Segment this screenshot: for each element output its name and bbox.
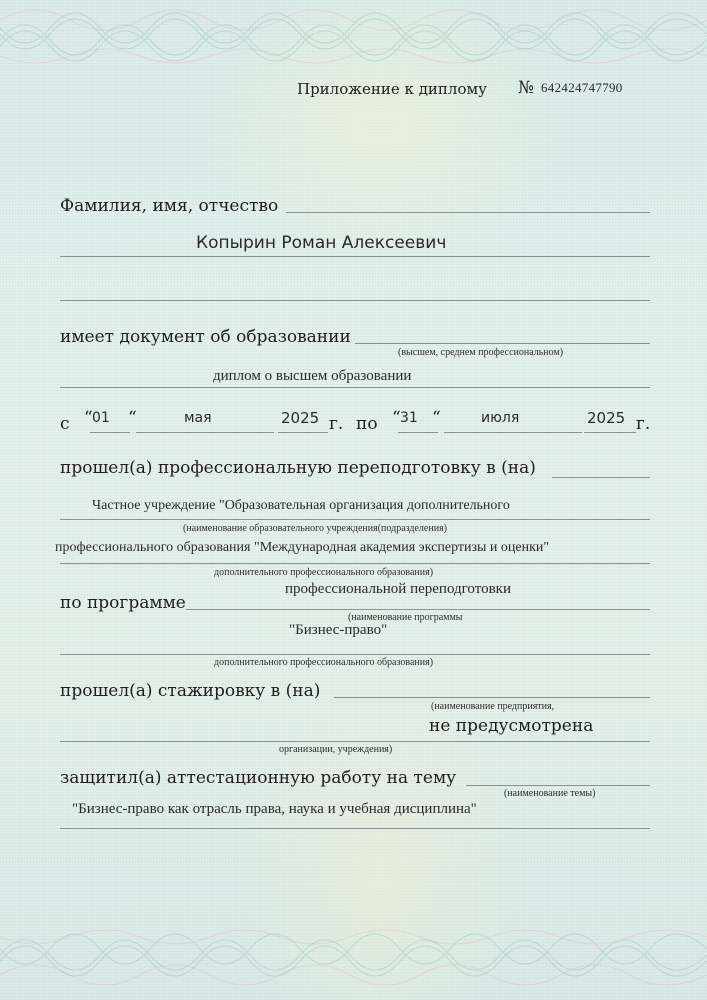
from-year-line bbox=[278, 432, 328, 433]
internship-value: не предусмотрена bbox=[429, 716, 594, 736]
program-line bbox=[186, 609, 650, 610]
program-hint1: (наименование программы bbox=[348, 612, 463, 623]
from-month: мая bbox=[184, 410, 212, 426]
to-day-line bbox=[398, 432, 438, 433]
retraining-hint1: (наименование образовательного учреждения(подразделения) bbox=[183, 523, 447, 534]
education-label: имеет документ об образовании bbox=[60, 327, 351, 347]
to-month: июля bbox=[481, 410, 520, 426]
fio-label: Фамилия, имя, отчество bbox=[60, 196, 279, 216]
diploma-number: 642424747790 bbox=[541, 80, 623, 95]
fio-line-1 bbox=[286, 212, 650, 213]
internship-label: прошел(а) стажировку в (на) bbox=[60, 681, 321, 701]
fio-value: Копырин Роман Алексеевич bbox=[196, 233, 447, 253]
to-open-quote: “ bbox=[392, 408, 401, 428]
retraining-value-line1-rule bbox=[60, 519, 650, 520]
guilloche-bottom-ornament bbox=[0, 925, 707, 995]
from-open-quote: “ bbox=[84, 408, 93, 428]
header-title: Приложение к диплому bbox=[297, 80, 487, 98]
retraining-value-line1: Частное учреждение "Образовательная организация дополнительного bbox=[92, 498, 510, 513]
thesis-value: "Бизнес-право как отрасль права, наука и учебная дисциплина" bbox=[72, 801, 477, 817]
internship-hint1: (наименование предприятия, bbox=[431, 701, 555, 712]
program-hint2: дополнительного профессионального образования) bbox=[214, 657, 434, 668]
period-from-prefix: с bbox=[60, 414, 70, 434]
program-value-line2: "Бизнес-право" bbox=[289, 622, 388, 638]
retraining-hint2: дополнительного профессионального образования) bbox=[214, 567, 434, 578]
program-value-line2-rule bbox=[60, 654, 650, 655]
from-close-quote: “ bbox=[128, 408, 137, 428]
education-line bbox=[355, 343, 650, 344]
retraining-value-line2: профессионального образования "Международная академия экспертизы и оценки" bbox=[55, 540, 550, 555]
retraining-line bbox=[552, 477, 650, 478]
program-value-line1: профессиональной переподготовки bbox=[285, 581, 511, 597]
thesis-value-rule bbox=[60, 828, 650, 829]
thesis-hint: (наименование темы) bbox=[504, 788, 596, 799]
to-year: 2025 bbox=[587, 409, 626, 427]
fio-line-3 bbox=[60, 300, 650, 301]
education-value-line bbox=[60, 387, 650, 388]
internship-hint2: организации, учреждения) bbox=[279, 744, 393, 755]
to-year-suffix: г. bbox=[636, 414, 651, 434]
to-day: 31 bbox=[400, 410, 418, 426]
education-hint: (высшем, среднем профессиональном) bbox=[398, 347, 564, 358]
education-value: диплом о высшем образовании bbox=[213, 368, 412, 384]
from-day-line bbox=[90, 432, 130, 433]
to-year-line bbox=[584, 432, 636, 433]
internship-line bbox=[334, 697, 650, 698]
program-label: по программе bbox=[60, 593, 186, 613]
thesis-label: защитил(а) аттестационную работу на тему bbox=[60, 768, 457, 788]
guilloche-top-ornament bbox=[0, 0, 707, 70]
fio-line-2 bbox=[60, 256, 650, 257]
from-year-suffix: г. bbox=[329, 414, 344, 434]
thesis-line bbox=[466, 785, 650, 786]
from-month-line bbox=[136, 432, 274, 433]
retraining-label: прошел(а) профессиональную переподготовку в (на) bbox=[60, 458, 536, 478]
period-to-prefix: по bbox=[356, 414, 378, 434]
retraining-value-line2-rule bbox=[60, 563, 650, 564]
internship-value-rule bbox=[60, 741, 650, 742]
to-close-quote: “ bbox=[432, 408, 441, 428]
number-sign: № bbox=[518, 78, 535, 98]
from-day: 01 bbox=[92, 410, 110, 426]
from-year: 2025 bbox=[281, 409, 320, 427]
to-month-line bbox=[444, 432, 582, 433]
